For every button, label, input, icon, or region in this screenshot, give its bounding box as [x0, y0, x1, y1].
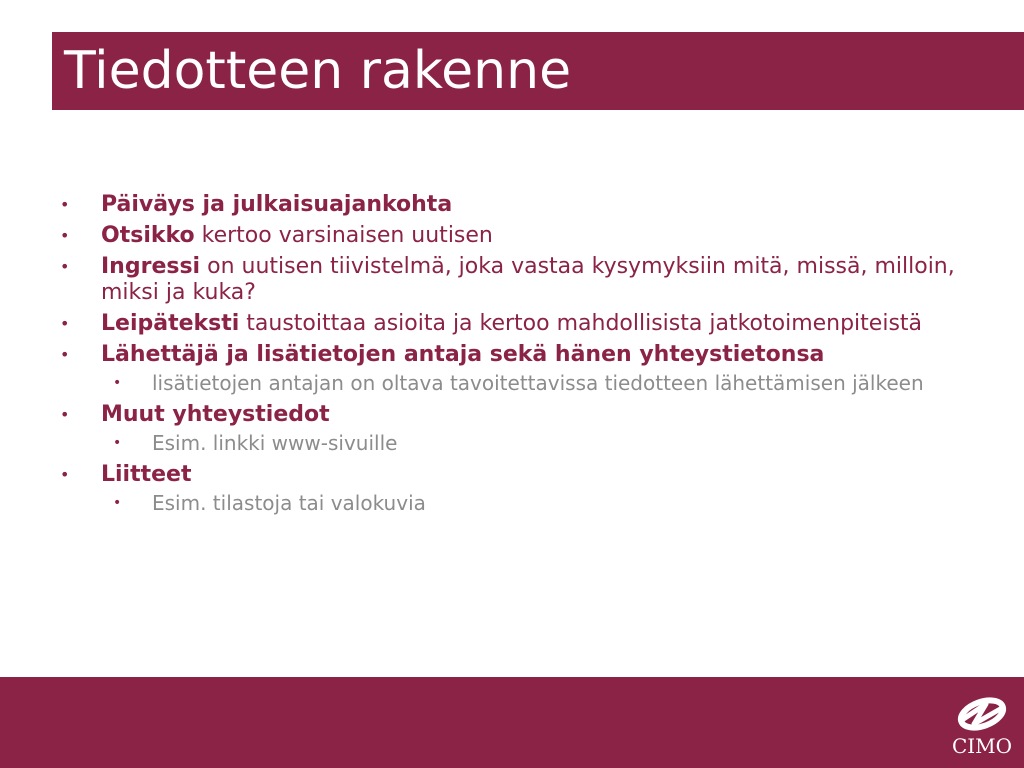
sub-bullet-text: lisätietojen antajan on oltava tavoitettavissa tiedotteen lähettämisen jälkeen [152, 371, 924, 395]
sub-bullet-text: Esim. tilastoja tai valokuvia [152, 491, 426, 515]
bullet-item [58, 192, 958, 218]
logo-text: CIMO [951, 734, 1013, 758]
sub-bullet-item [58, 372, 958, 395]
bullet-icon: • [60, 257, 70, 276]
bullet-bold-text: Ingressi [101, 254, 201, 279]
bullet-icon: • [60, 465, 70, 484]
bullet-item [58, 462, 958, 488]
bullet-icon: • [60, 405, 70, 424]
bullet-icon: • [60, 314, 70, 333]
bullet-list [58, 192, 958, 522]
bullet-icon: • [60, 195, 70, 214]
bullet-bold-text: Liitteet [101, 462, 192, 487]
bullet-icon: • [60, 226, 70, 245]
bullet-bold-text: Muut yhteystiedot [101, 402, 330, 427]
footer-bar [0, 677, 1024, 768]
title-bar [52, 32, 1024, 110]
sub-bullet-icon: • [113, 375, 122, 391]
bullet-bold-text: Päiväys ja julkaisuajankohta [101, 192, 453, 217]
sub-bullet-item [58, 492, 958, 515]
sub-bullet-icon: • [113, 495, 122, 511]
sub-bullet-icon: • [113, 435, 122, 451]
bullet-bold-text: Lähettäjä ja lisätietojen antaja sekä hänen yhteystietonsa [101, 342, 825, 367]
bullet-text: on uutisen tiivistelmä, joka vastaa kysymyksiin mitä, missä, milloin, miksi ja kuka? [101, 254, 955, 305]
bullet-item [58, 342, 958, 368]
bullet-item [58, 254, 958, 306]
sub-bullet-text: Esim. linkki www-sivuille [152, 431, 398, 455]
bullet-text: taustoittaa asioita ja kertoo mahdollisista jatkotoimenpiteistä [239, 311, 923, 336]
slide-title: Tiedotteen rakenne [64, 41, 572, 101]
bullet-item [58, 223, 958, 249]
bullet-item [58, 311, 958, 337]
bullet-item [58, 402, 958, 428]
bullet-bold-text: Otsikko [101, 223, 195, 248]
bullet-text: kertoo varsinaisen uutisen [194, 223, 493, 248]
sub-bullet-item [58, 432, 958, 455]
bullet-icon: • [60, 345, 70, 364]
bullet-bold-text: Leipäteksti [101, 311, 240, 336]
